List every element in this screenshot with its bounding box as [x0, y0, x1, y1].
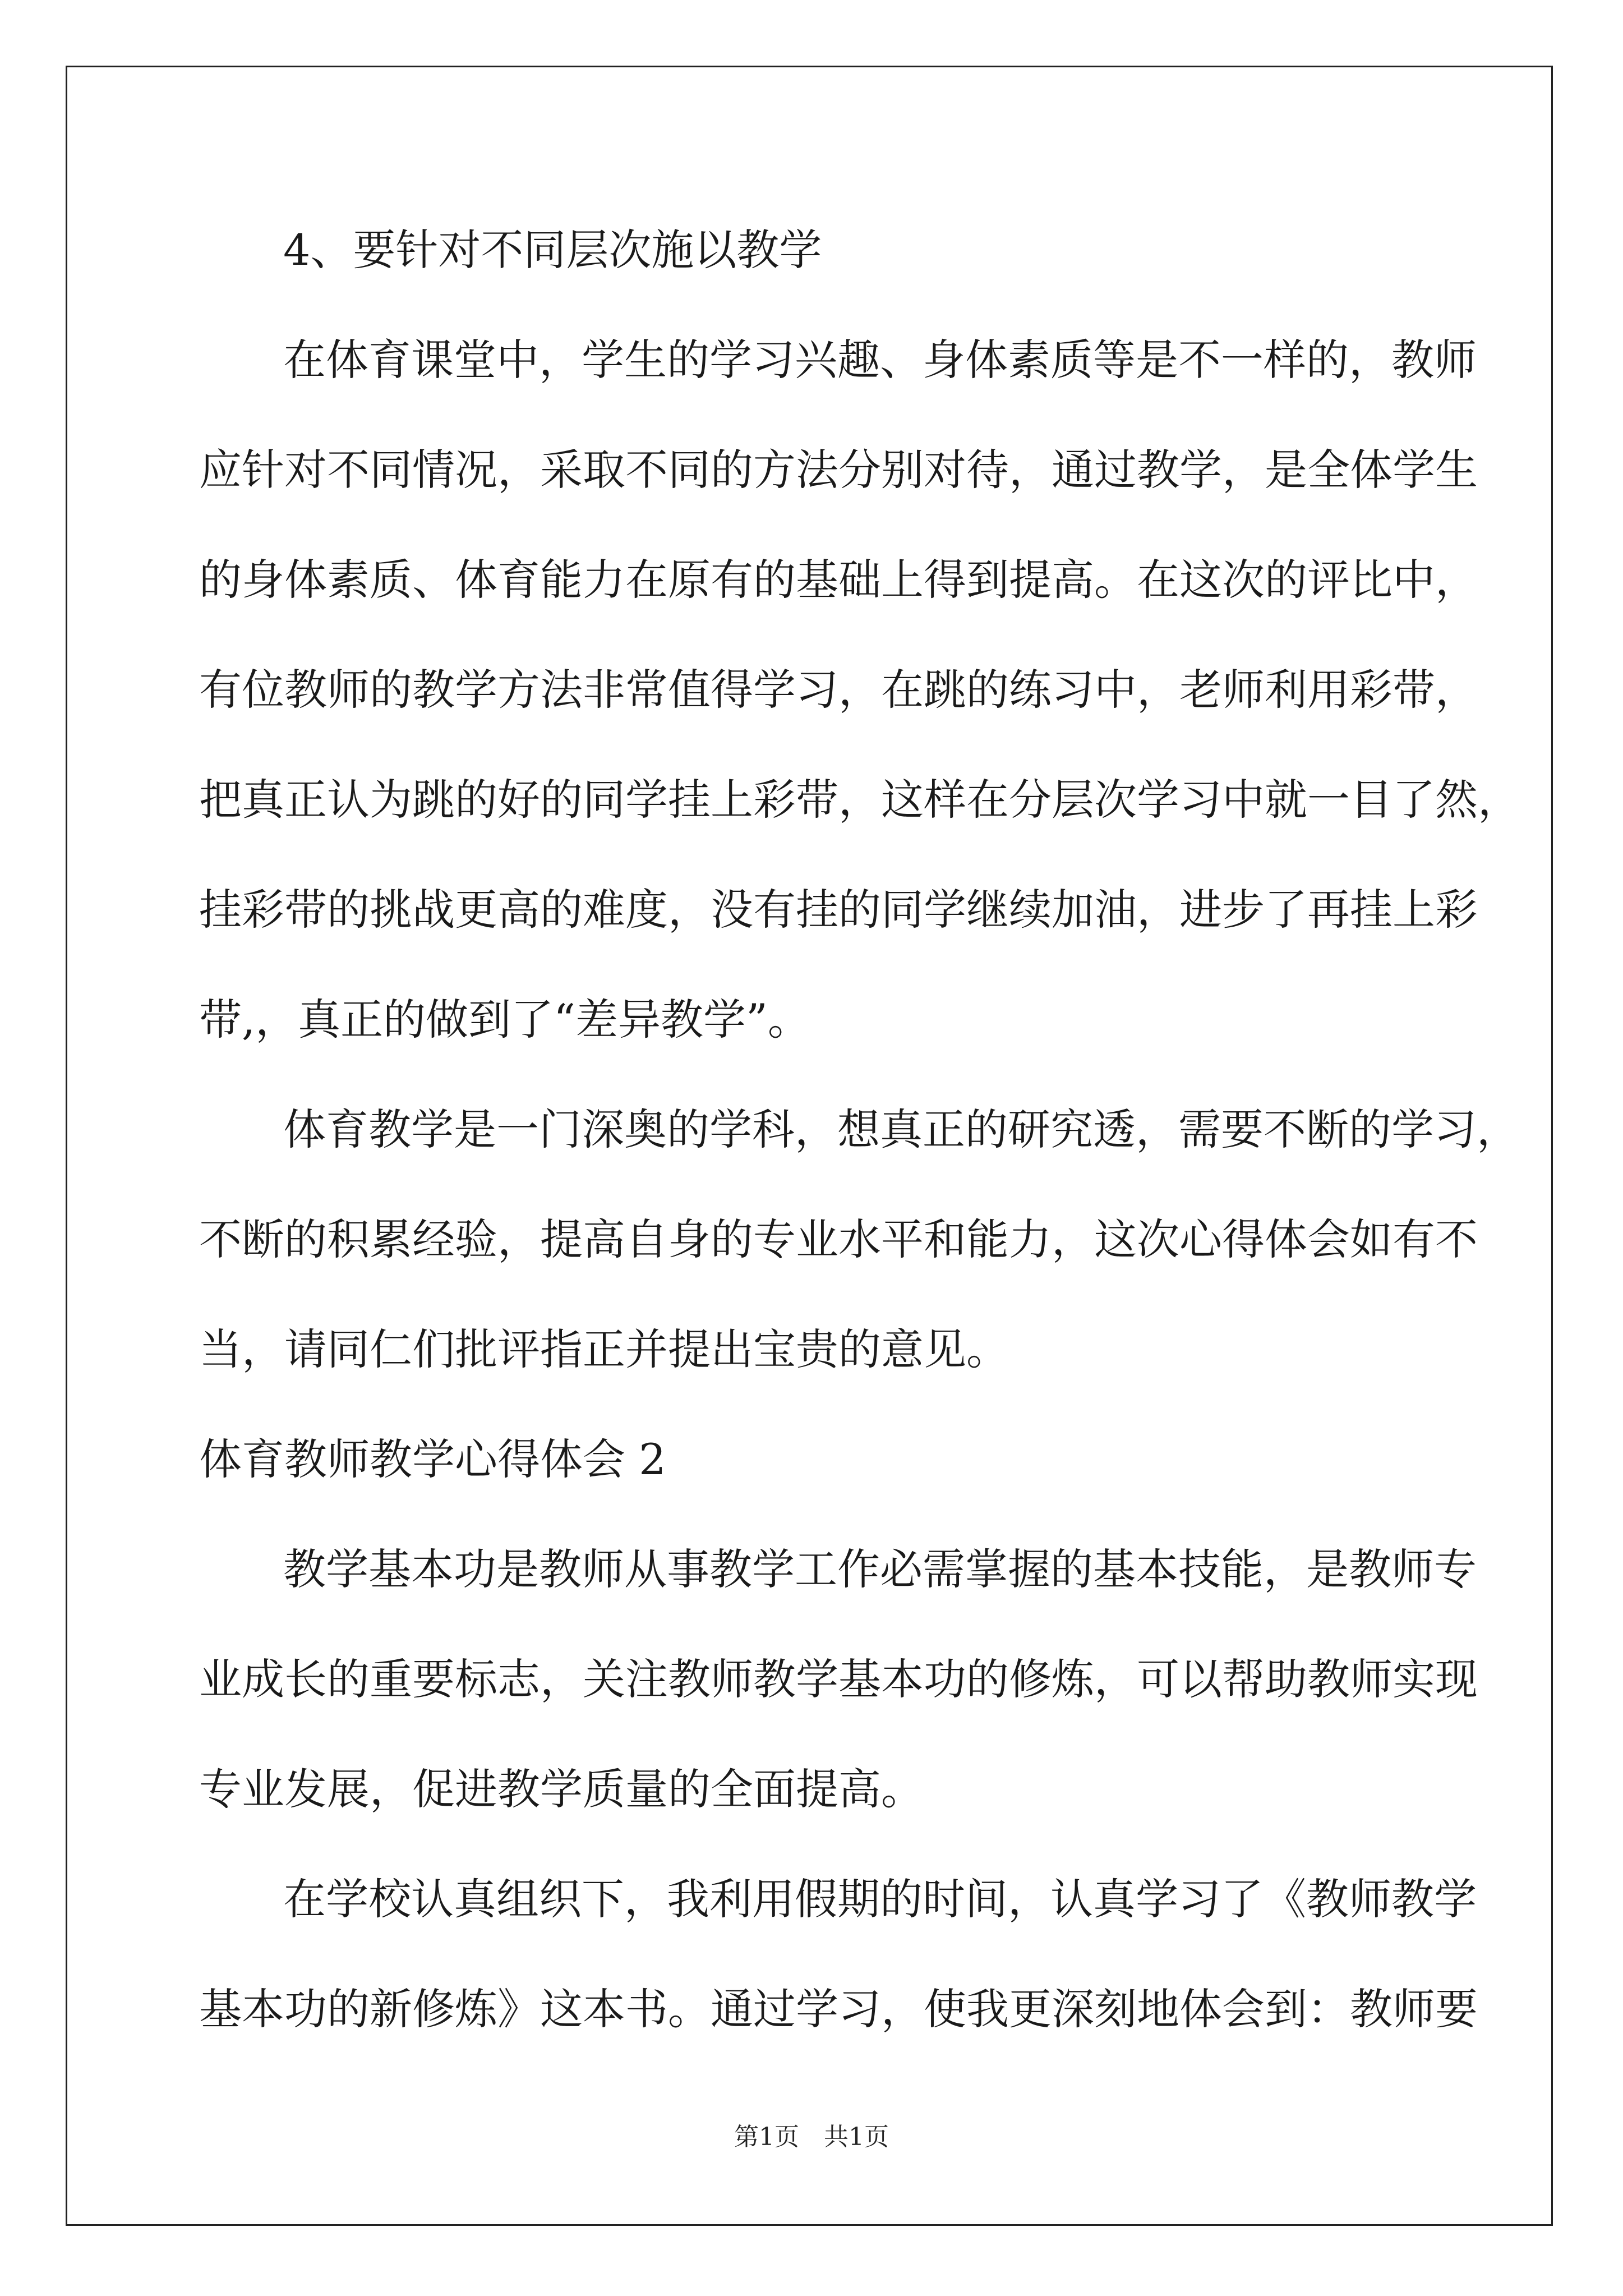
paragraph-line: 教学基本功是教师从事教学工作必需掌握的基本技能，是教师专 — [283, 1544, 1477, 1594]
paragraph-line: 专业发展，促进教学质量的全面提高。 — [199, 1764, 924, 1814]
paragraph-line: 带,，真正的做到了“差异教学”。 — [199, 995, 810, 1045]
paragraph-line: 业成长的重要标志，关注教师教学基本功的修炼，可以帮助教师实现 — [199, 1654, 1478, 1704]
paragraph-line: 基本功的新修炼》这本书。通过学习，使我更深刻地体会到：教师要 — [199, 1984, 1478, 2034]
paragraph-line: 体育教学是一门深奥的学科，想真正的研究透，需要不断的学习， — [283, 1105, 1519, 1154]
section-heading: 体育教师教学心得体会 2 — [199, 1434, 666, 1484]
paragraph-line: 4、要针对不同层次施以教学 — [283, 225, 822, 275]
paragraph-line: 不断的积累经验，提高自身的专业水平和能力，这次心得体会如有不 — [199, 1214, 1478, 1264]
paragraph-line: 挂彩带的挑战更高的难度，没有挂的同学继续加油，进步了再挂上彩 — [199, 885, 1478, 935]
page-footer: 第1页 共1页 — [734, 2123, 889, 2151]
paragraph-line: 应针对不同情况，采取不同的方法分别对待，通过教学，是全体学生 — [199, 445, 1478, 495]
paragraph-line: 把真正认为跳的好的同学挂上彩带，这样在分层次学习中就一目了然， — [199, 775, 1520, 825]
paragraph-line: 在学校认真组织下，我利用假期的时间，认真学习了《教师教学 — [283, 1874, 1477, 1924]
paragraph-line: 在体育课堂中，学生的学习兴趣、身体素质等是不一样的，教师 — [283, 335, 1477, 385]
paragraph-line: 当，请同仁们批评指正并提出宝贵的意见。 — [199, 1324, 1009, 1374]
paragraph-line: 有位教师的教学方法非常值得学习，在跳的练习中，老师利用彩带， — [199, 665, 1478, 715]
paragraph-line: 的身体素质、体育能力在原有的基础上得到提高。在这次的评比中， — [199, 555, 1478, 605]
